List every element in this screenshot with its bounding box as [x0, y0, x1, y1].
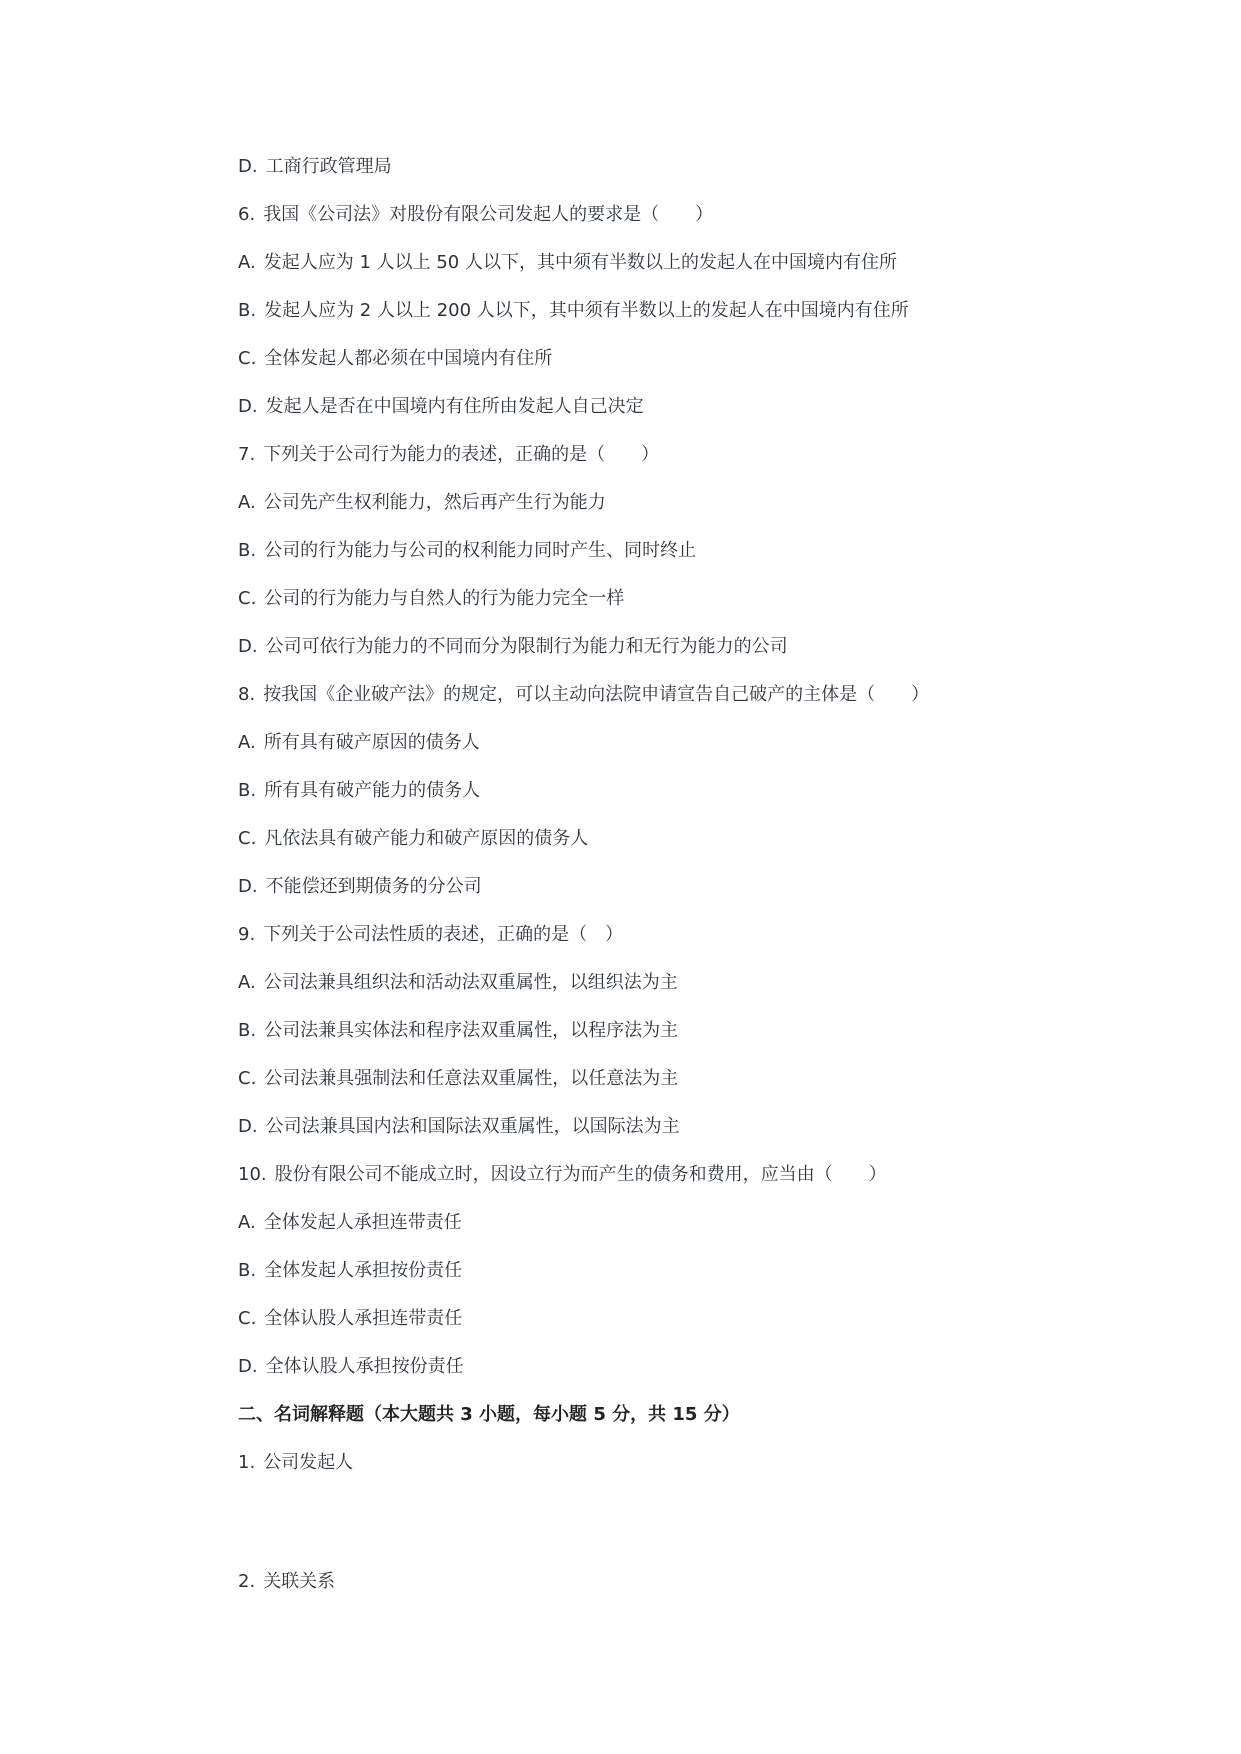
question-9 [238, 923, 623, 947]
item-text: 发起人是否在中国境内有住所由发起人自己决定 [265, 396, 644, 417]
option-b-q10 [238, 1259, 462, 1283]
term-1 [238, 1451, 353, 1475]
item-text: 全体发起人都必须在中国境内有住所 [264, 348, 553, 369]
item-label: C. [238, 348, 257, 369]
item-label: A. [238, 732, 256, 753]
item-text: 全体认股人承担按份责任 [265, 1356, 464, 1377]
item-label: B. [238, 780, 257, 801]
item-label: 9. [238, 924, 256, 945]
item-text: 公司法兼具国内法和国际法双重属性，以国际法为主 [265, 1116, 680, 1137]
item-label: D. [238, 156, 258, 177]
item-text: 我国《公司法》对股份有限公司发起人的要求是（ ） [263, 204, 714, 225]
item-label: D. [238, 396, 258, 417]
item-text: 公司发起人 [263, 1452, 354, 1473]
option-c-q7 [238, 587, 624, 611]
item-label: B. [238, 300, 257, 321]
item-text: 工商行政管理局 [265, 156, 392, 177]
section-heading: 二、名词解释题（本大题共 3 小题，每小题 5 分，共 15 分） [238, 1404, 740, 1425]
option-b-q8 [238, 779, 480, 803]
option-d-q6 [238, 395, 644, 419]
item-label: D. [238, 636, 258, 657]
item-text: 股份有限公司不能成立时，因设立行为而产生的债务和费用，应当由（ ） [274, 1164, 887, 1185]
item-text: 凡依法具有破产能力和破产原因的债务人 [264, 828, 589, 849]
item-label: 8. [238, 684, 256, 705]
item-text: 公司法兼具组织法和活动法双重属性，以组织法为主 [263, 972, 678, 993]
option-c-q8 [238, 827, 588, 851]
item-label: 1. [238, 1452, 256, 1473]
question-6 [238, 203, 713, 227]
option-b-q6 [238, 299, 909, 323]
item-text: 下列关于公司法性质的表述，正确的是（ ） [263, 924, 624, 945]
item-label: C. [238, 1308, 257, 1329]
item-text: 公司的行为能力与公司的权利能力同时产生、同时终止 [264, 540, 697, 561]
item-label: A. [238, 252, 256, 273]
option-c-q9 [238, 1067, 678, 1091]
option-d-q10 [238, 1355, 464, 1379]
item-text: 下列关于公司行为能力的表述，正确的是（ ） [263, 444, 660, 465]
option-a-q8 [238, 731, 480, 755]
item-text: 关联关系 [263, 1571, 336, 1592]
option-a-q6 [238, 251, 897, 275]
item-text: 不能偿还到期债务的分公司 [265, 876, 482, 897]
item-text: 公司的行为能力与自然人的行为能力完全一样 [264, 588, 625, 609]
item-label: A. [238, 1212, 256, 1233]
question-8 [238, 683, 929, 707]
item-label: 7. [238, 444, 256, 465]
option-b-q9 [238, 1019, 678, 1043]
item-label: B. [238, 1260, 257, 1281]
item-label: B. [238, 1020, 257, 1041]
item-text: 发起人应为 2 人以上 200 人以下，其中须有半数以上的发起人在中国境内有住所 [264, 300, 909, 321]
item-text: 发起人应为 1 人以上 50 人以下，其中须有半数以上的发起人在中国境内有住所 [263, 252, 897, 273]
item-label: D. [238, 876, 258, 897]
question-10 [238, 1163, 887, 1187]
option-d-q7 [238, 635, 788, 659]
term-2 [238, 1570, 335, 1594]
item-label: C. [238, 1068, 257, 1089]
item-text: 全体认股人承担连带责任 [264, 1308, 463, 1329]
option-d-q8 [238, 875, 482, 899]
item-label: 2. [238, 1571, 256, 1592]
item-text: 公司先产生权利能力，然后再产生行为能力 [263, 492, 606, 513]
item-label: C. [238, 828, 257, 849]
item-label: D. [238, 1356, 258, 1377]
item-text: 公司可依行为能力的不同而分为限制行为能力和无行为能力的公司 [265, 636, 788, 657]
item-text: 全体发起人承担按份责任 [264, 1260, 463, 1281]
item-label: D. [238, 1116, 258, 1137]
option-c-q6 [238, 347, 552, 371]
item-label: A. [238, 972, 256, 993]
option-a-q7 [238, 491, 606, 515]
option-c-q10 [238, 1307, 462, 1331]
question-7 [238, 443, 659, 467]
option-d-q5 [238, 155, 392, 179]
item-label: A. [238, 492, 256, 513]
item-label: 6. [238, 204, 256, 225]
option-d-q9 [238, 1115, 680, 1139]
item-text: 所有具有破产原因的债务人 [263, 732, 480, 753]
item-text: 按我国《企业破产法》的规定，可以主动向法院申请宣告自己破产的主体是（ ） [263, 684, 930, 705]
item-label: 10. [238, 1164, 267, 1185]
option-a-q9 [238, 971, 678, 995]
option-a-q10 [238, 1211, 462, 1235]
item-text: 所有具有破产能力的债务人 [264, 780, 481, 801]
item-label: B. [238, 540, 257, 561]
item-text: 公司法兼具实体法和程序法双重属性，以程序法为主 [264, 1020, 679, 1041]
item-text: 全体发起人承担连带责任 [263, 1212, 462, 1233]
option-b-q7 [238, 539, 696, 563]
item-label: C. [238, 588, 257, 609]
item-text: 公司法兼具强制法和任意法双重属性，以任意法为主 [264, 1068, 679, 1089]
